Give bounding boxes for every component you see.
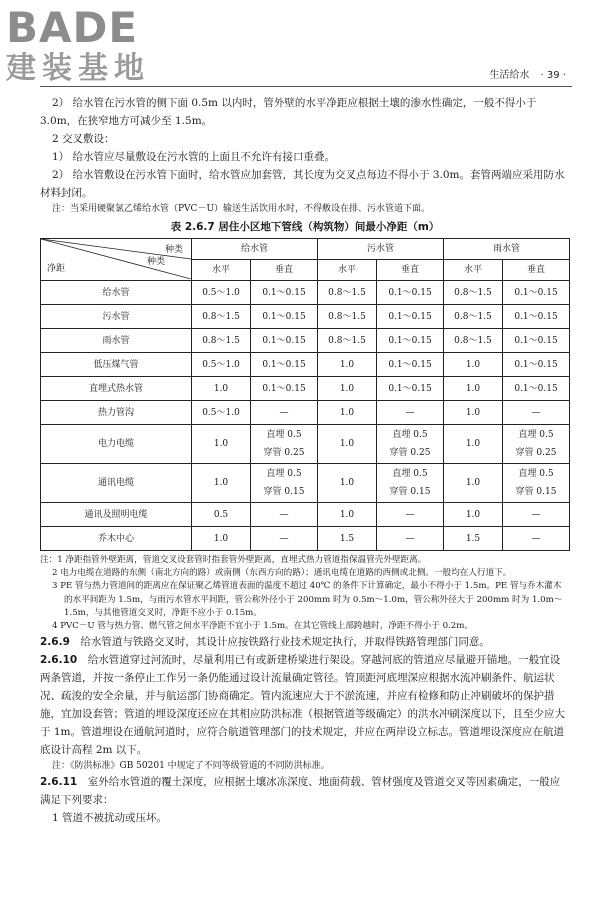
- section-number: 2.6.9: [40, 636, 70, 649]
- sub-header: 水平: [192, 260, 251, 281]
- table-cell: —: [503, 401, 570, 425]
- table-cell: 1.0: [443, 353, 502, 377]
- table-cell: 1.0: [317, 464, 376, 503]
- sub-header: 水平: [443, 260, 502, 281]
- row-label: 乔木中心: [41, 527, 192, 551]
- table-cell: 0.1～0.15: [377, 329, 444, 353]
- table-cell: 0.5: [192, 503, 251, 527]
- table-caption: 表 2.6.7 居住小区地下管线（构筑物）间最小净距（m）: [170, 221, 440, 233]
- sub-header: 垂直: [503, 260, 570, 281]
- table-cell: —: [251, 401, 318, 425]
- table-cell: 0.1～0.15: [503, 281, 570, 305]
- table-corner-cell: [41, 239, 192, 281]
- table-row: [41, 377, 570, 401]
- table-cell: 0.8～1.5: [317, 329, 376, 353]
- group-header: 雨水管: [443, 239, 569, 260]
- section-text: 室外给水管道的覆土深度，应根据土壤冰冻深度、地面荷载、管材强度及管道交叉等因素确定，一般应满足下列要求：: [40, 776, 561, 807]
- section-number: 2.6.11: [40, 776, 78, 789]
- table-cell: 0.8～1.5: [317, 281, 376, 305]
- table-cell: 0.1～0.15: [251, 305, 318, 329]
- paragraph: 2） 给水管在污水管的侧下面 0.5m 以内时，管外壁的水平净距应根据土壤的渗水性确定，一般不得小于 3.0m，在狭窄地方可减少至 1.5m。: [40, 97, 537, 127]
- table-cell: —: [377, 527, 444, 551]
- row-label: 热力管沟: [41, 401, 192, 425]
- table-cell: 1.0: [317, 353, 376, 377]
- paragraph: 1） 给水管应尽量敷设在污水管的上面且不允许有接口重叠。: [52, 151, 336, 163]
- table-cell: 1.0: [443, 401, 502, 425]
- table-row: [41, 527, 570, 551]
- table-cell: 0.8～1.5: [443, 305, 502, 329]
- sub-header: 水平: [317, 260, 376, 281]
- table-cell: 1.0: [443, 503, 502, 527]
- corner-label: 净距: [47, 264, 66, 274]
- logo-text: BADE: [6, 3, 139, 52]
- table-cell: 1.0: [317, 503, 376, 527]
- table-row: [41, 353, 570, 377]
- table-row: [41, 305, 570, 329]
- page-number: · 39 ·: [540, 70, 566, 81]
- corner-label: 种类: [146, 257, 165, 267]
- table-row: [41, 281, 570, 305]
- table-cell: —: [503, 503, 570, 527]
- table-cell: 0.1～0.15: [503, 353, 570, 377]
- clearance-table: [40, 238, 570, 551]
- table-cell: 0.8～1.5: [317, 305, 376, 329]
- sub-header: 垂直: [377, 260, 444, 281]
- table-row: [41, 464, 570, 503]
- section-title: 生活给水: [489, 70, 530, 81]
- table-body: [41, 281, 570, 551]
- table-cell: 0.8～1.5: [443, 281, 502, 305]
- paragraph: 2） 给水管敷设在污水管下面时，给水管应加套管，其长度为交叉点每边不得小于 3.0m。套管两端应采用防水材料封闭。: [40, 169, 565, 199]
- table-note: 注：1 净距指管外壁距离，管道交叉设套管时指套管外壁距离，直埋式热力管道指保温管壳外壁距离。: [40, 555, 427, 565]
- corner-label: 种类: [164, 245, 183, 255]
- table-cell: 1.0: [443, 425, 502, 464]
- table-note: 3 PE 管与热力管道间的距离应在保证聚乙烯管道表面的温度不超过 40℃ 的条件下计算确定，最小不得小于 1.5m。PE 管与乔木灌木的水平间距为 1.5m，与雨污水管水平间距，管公称外径小于 200mm 时为 0.5m～1.0m，管公称外径大于 200mm 时为 1.0m～1.5m，与其他管道交叉时，净距不应小于 0.15m。: [52, 581, 563, 618]
- table-cell: 1.0: [443, 377, 502, 401]
- table-cell: 1.0: [317, 425, 376, 464]
- table-row: [41, 503, 570, 527]
- section-2-6-9: [40, 633, 570, 651]
- table-cell: 1.5: [317, 527, 376, 551]
- table-cell: 1.0: [192, 425, 251, 464]
- table-cell: 直埋 0.5 穿管 0.25: [503, 425, 570, 464]
- row-label: 低压煤气管: [41, 353, 192, 377]
- table-note: 2 电力电缆在道路的东侧（南北方向的路）或南侧（东西方向的路）；通讯电缆在道路的西侧或北侧。一般均在人行道下。: [52, 568, 512, 579]
- section-2-6-10: [40, 651, 570, 759]
- row-label: 给水管: [41, 281, 192, 305]
- table-cell: 0.8～1.5: [192, 329, 251, 353]
- table-cell: 0.5～1.0: [192, 401, 251, 425]
- group-header: 给水管: [192, 239, 318, 260]
- group-header: 污水管: [317, 239, 443, 260]
- table-cell: —: [251, 527, 318, 551]
- table-cell: 0.1～0.15: [251, 377, 318, 401]
- table-cell: 0.8～1.5: [443, 329, 502, 353]
- table-cell: —: [377, 503, 444, 527]
- page-body: [40, 94, 570, 827]
- table-cell: 直埋 0.5 穿管 0.25: [251, 425, 318, 464]
- row-label: 污水管: [41, 305, 192, 329]
- table-cell: 1.0: [192, 464, 251, 503]
- table-cell: 0.1～0.15: [251, 353, 318, 377]
- table-cell: 直埋 0.5 穿管 0.25: [377, 425, 444, 464]
- table-cell: 0.5～1.0: [192, 281, 251, 305]
- header-rule: [40, 86, 572, 87]
- table-cell: 0.5～1.0: [192, 353, 251, 377]
- table-cell: 1.0: [192, 377, 251, 401]
- bade-logo: [6, 3, 186, 90]
- table-cell: 1.0: [192, 527, 251, 551]
- table-cell: 0.1～0.15: [377, 353, 444, 377]
- list-item: 1 管道不被扰动或压坏。: [52, 812, 168, 825]
- section-text: 给水管道穿过河流时，尽量利用已有或新建桥梁进行架设。穿越河底的管道应尽量避开锚地。一般宜设两条管道，并按一条停止工作另一条仍能通过设计流量确定管径。管顶距河底埋深应根据水流冲刷条件、航运状况、疏浚的安全余量，并与航运部门协商确定。管内流速应大于不淤流速，并应有检修和防止冲刷破坏的保护措施，宜加设套管；管道的埋设深度还应在其相应防洪标准（根据管道等级确定）的洪水冲刷深度以下，且至少应大于 1m。管道埋设在通航河道时，应符合航道管理部门的技术规定，并应在两岸设立标志。管道埋设深度应在航道底设计高程 2m 以下。: [40, 654, 565, 757]
- row-label: 通讯及照明电缆: [41, 503, 192, 527]
- row-label: 电力电缆: [41, 425, 192, 464]
- table-cell: —: [251, 503, 318, 527]
- table-notes: [40, 554, 570, 633]
- table-note: 4 PVC－U 管与热力管、燃气管之间水平净距不宜小于 1.5m。在其它管线上部跨越时，净距不得小于 0.2m。: [52, 621, 473, 632]
- sub-header: 垂直: [251, 260, 318, 281]
- table-row: [41, 425, 570, 464]
- table-cell: 0.1～0.15: [503, 305, 570, 329]
- table-cell: 1.0: [317, 401, 376, 425]
- table-cell: 0.8～1.5: [192, 305, 251, 329]
- table-cell: —: [377, 401, 444, 425]
- note: 注：《防洪标准》GB 50201 中规定了不同等级管道的不同防洪标准。: [52, 761, 330, 772]
- table-row: [41, 401, 570, 425]
- logo-subtext: 建装基地: [6, 51, 150, 86]
- paragraph: 2 交叉敷设：: [52, 133, 115, 145]
- table-cell: 0.1～0.15: [251, 281, 318, 305]
- section-text: 给水管道与铁路交叉时，其设计应按铁路行业技术规定执行，并取得铁路管理部门同意。: [80, 636, 490, 649]
- row-label: 直埋式热水管: [41, 377, 192, 401]
- note: 注：当采用硬聚氯乙烯给水管（PVC－U）输送生活饮用水时，不得敷设在排、污水管道下面。: [52, 204, 431, 214]
- section-number: 2.6.10: [40, 654, 78, 667]
- table-cell: 直埋 0.5 穿管 0.15: [377, 464, 444, 503]
- table-cell: 0.1～0.15: [377, 377, 444, 401]
- table-cell: —: [503, 527, 570, 551]
- table-cell: 直埋 0.5 穿管 0.15: [503, 464, 570, 503]
- table-cell: 1.0: [443, 464, 502, 503]
- table-cell: 0.1～0.15: [503, 377, 570, 401]
- table-cell: 1.5: [443, 527, 502, 551]
- table-cell: 1.0: [317, 377, 376, 401]
- section-2-6-11: [40, 773, 570, 809]
- table-cell: 0.1～0.15: [377, 281, 444, 305]
- table-row: [41, 329, 570, 353]
- table-cell: 直埋 0.5 穿管 0.15: [251, 464, 318, 503]
- table-cell: 0.1～0.15: [377, 305, 444, 329]
- row-label: 通讯电缆: [41, 464, 192, 503]
- running-header: [489, 66, 566, 81]
- row-label: 雨水管: [41, 329, 192, 353]
- table-cell: 0.1～0.15: [251, 329, 318, 353]
- table-cell: 0.1～0.15: [503, 329, 570, 353]
